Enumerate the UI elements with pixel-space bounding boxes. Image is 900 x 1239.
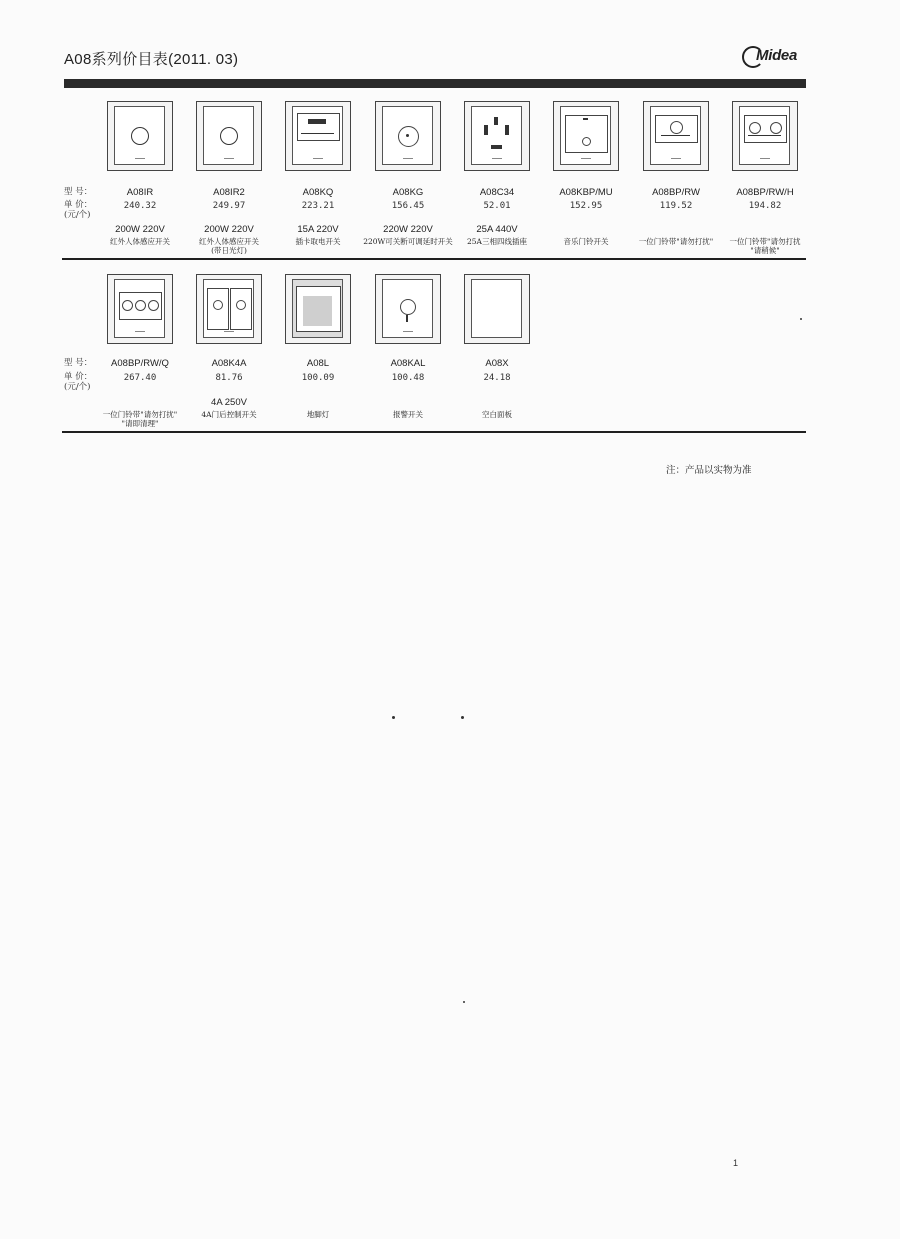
product-model: A08K4A [211, 358, 247, 369]
product-model: A08IR [126, 187, 154, 198]
product-price: 24.18 [483, 373, 511, 383]
product-model: A08BP/RW/H [736, 187, 794, 198]
product-desc: 一位门铃带"请勿打扰" "请即清理" [102, 410, 178, 428]
product-price: 156.45 [391, 201, 425, 211]
product-desc: 音乐门铃开关 [563, 237, 609, 246]
scan-speck [461, 716, 464, 719]
row-divider [62, 258, 806, 260]
product-image-a08kg [375, 101, 441, 171]
product-image-a08k4a [196, 274, 262, 344]
product-spec: 4A 250V [211, 397, 247, 408]
product-model: A08KAL [390, 358, 426, 369]
product-model: A08KBP/MU [559, 187, 613, 198]
model-label-row1: 型 号： [64, 187, 93, 197]
product-model: A08BP/RW [652, 187, 700, 198]
product-desc: 4A门后控制开关 [201, 410, 257, 419]
product-price: 52.01 [483, 201, 511, 211]
product-spec: 15A 220V [297, 224, 339, 235]
product-image-a08ir2 [196, 101, 262, 171]
product-model: A08C34 [479, 187, 515, 198]
product-image-a08bp-rw-h [732, 101, 798, 171]
product-image-a08bp-rw-q [107, 274, 173, 344]
round-button-switch-icon [220, 127, 238, 145]
product-price: 223.21 [301, 201, 335, 211]
product-model: A08KQ [302, 187, 334, 198]
card-slot-icon [297, 113, 340, 141]
product-desc: 红外人体感应开关 (带日光灯) [199, 237, 259, 255]
doorbell-switch-icon [565, 115, 608, 153]
product-model: A08IR2 [213, 187, 245, 198]
price-label-row1: 单 价： [64, 200, 93, 210]
table-bottom-rule [62, 431, 806, 433]
brand-name: Midea [756, 47, 798, 64]
product-image-a08ir [107, 101, 173, 171]
product-model: A08X [485, 358, 509, 369]
product-price: 240.32 [123, 201, 157, 211]
product-image-a08kbp-mu [553, 101, 619, 171]
scan-speck [392, 716, 395, 719]
product-price: 100.09 [301, 373, 335, 383]
blank-panel-icon [471, 279, 522, 338]
product-spec: 200W 220V [204, 224, 254, 235]
product-desc: 一位门铃带"请勿打扰" [638, 237, 714, 246]
product-price: 249.97 [212, 201, 246, 211]
product-image-a08kal [375, 274, 441, 344]
product-model: A08BP/RW/Q [111, 358, 169, 369]
product-desc: 红外人体感应开关 [110, 237, 170, 246]
product-image-a08x [464, 274, 530, 344]
footnote: 注：产品以实物为准 [666, 465, 752, 476]
product-price: 100.48 [391, 373, 425, 383]
page-title: A08系列价目表(2011. 03) [64, 51, 239, 68]
product-desc: 25A三相四线插座 [467, 237, 527, 246]
header-bar [64, 79, 806, 88]
product-price: 194.82 [748, 201, 782, 211]
product-desc: 报警开关 [393, 410, 423, 419]
product-image-a08c34 [464, 101, 530, 171]
product-price: 81.76 [215, 373, 243, 383]
midea-logo [742, 46, 802, 68]
scan-speck [463, 1001, 465, 1003]
product-desc: 插卡取电开关 [295, 237, 341, 246]
product-image-a08bp-rw [643, 101, 709, 171]
model-label-row2: 型 号： [64, 358, 93, 368]
product-desc: 220W可关断可调延时开关 [363, 237, 453, 246]
product-desc: 一位门铃带"请勿打扰 "请稍候" [729, 237, 801, 255]
product-price: 267.40 [123, 373, 157, 383]
product-price: 152.95 [569, 201, 603, 211]
alarm-switch-icon [400, 299, 416, 315]
product-spec: 200W 220V [115, 224, 165, 235]
unit-label-row2: (元/个) [64, 382, 91, 392]
three-phase-socket-icon [484, 125, 488, 135]
product-desc: 地脚灯 [306, 410, 330, 419]
product-image-a08l [285, 274, 351, 344]
product-spec: 220W 220V [383, 224, 433, 235]
product-desc: 空白面板 [482, 410, 512, 419]
product-model: A08KG [392, 187, 424, 198]
page-number: 1 [733, 1158, 739, 1168]
unit-label-row1: (元/个) [64, 210, 91, 220]
product-model: A08L [306, 358, 330, 369]
product-price: 119.52 [659, 201, 693, 211]
scan-speck [800, 318, 802, 320]
price-label-row2: 单 价： [64, 372, 93, 382]
product-image-a08kq [285, 101, 351, 171]
round-button-switch-icon [131, 127, 149, 145]
product-spec: 25A 440V [476, 224, 518, 235]
